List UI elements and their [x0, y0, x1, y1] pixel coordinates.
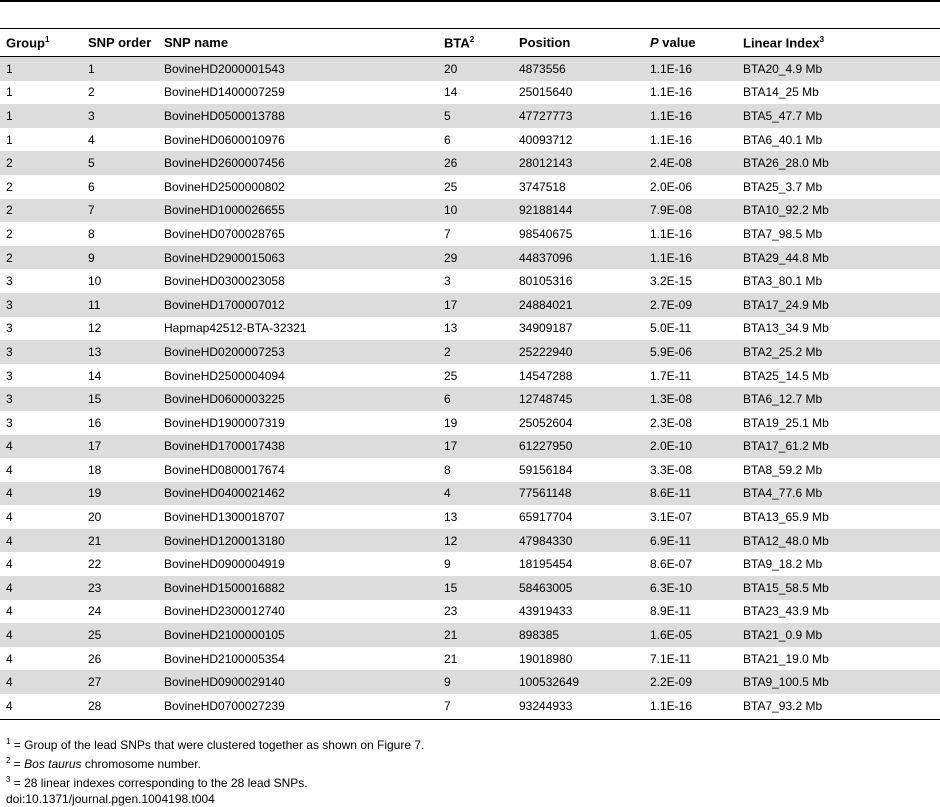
cell-linear-index: BTA17_61.2 Mb: [743, 439, 829, 454]
cell-bta: 29: [444, 250, 458, 265]
cell-group: 4: [6, 533, 13, 548]
cell-group: 3: [6, 344, 13, 359]
cell-snp-name: BovineHD2900015063: [164, 250, 285, 265]
footnote-2: $^2$ = Bos taurus chromosome number.: [6, 756, 201, 771]
cell-position: 14547288: [519, 368, 573, 383]
cell-snp-name: BovineHD0500013788: [164, 108, 285, 123]
cell-group: 1: [6, 108, 13, 123]
cell-linear-index: BTA9_100.5 Mb: [743, 675, 829, 690]
cell-group: 3: [6, 321, 13, 336]
cell-snp-name: BovineHD1400007259: [164, 85, 285, 100]
table-row: [0, 269, 940, 293]
footnote-1: $^1$ = Group of the lead SNPs that were clustered together as shown on Figure 7.: [6, 737, 425, 752]
cell-linear-index: BTA8_59.2 Mb: [743, 462, 823, 477]
table-row: [0, 128, 940, 152]
cell-group: 1: [6, 85, 13, 100]
cell-p-value: 1.1E-16: [650, 85, 693, 100]
cell-snp-name: BovineHD2100000105: [164, 628, 285, 643]
cell-bta: 9: [444, 557, 451, 572]
cell-p-value: 2.0E-06: [650, 179, 693, 194]
cell-group: 4: [6, 580, 13, 595]
cell-bta: 15: [444, 580, 458, 595]
cell-linear-index: BTA25_14.5 Mb: [743, 368, 829, 383]
cell-p-value: 6.3E-10: [650, 580, 693, 595]
cell-snp-name: BovineHD0400021462: [164, 486, 285, 501]
cell-position: 25015640: [519, 85, 573, 100]
table-row: [0, 482, 940, 506]
cell-bta: 5: [444, 108, 451, 123]
table-row: [0, 175, 940, 199]
col-header-linear-index: Linear Index$^3$: [737, 29, 940, 57]
col-header-bta: BTA$^2$: [438, 29, 513, 57]
cell-snp-name: BovineHD1000026655: [164, 203, 285, 218]
cell-linear-index: BTA3_80.1 Mb: [743, 274, 823, 289]
cell-bta: 3: [444, 274, 451, 289]
cell-p-value: 1.1E-16: [650, 698, 693, 713]
table-row: [0, 670, 940, 694]
cell-linear-index: BTA29_44.8 Mb: [743, 250, 829, 265]
cell-p-value: 1.1E-16: [650, 226, 693, 241]
cell-group: 3: [6, 392, 13, 407]
cell-snp-name: BovineHD2500000802: [164, 179, 285, 194]
cell-linear-index: BTA17_24.9 Mb: [743, 297, 829, 312]
cell-position: 43919433: [519, 604, 573, 619]
cell-p-value: 3.2E-15: [650, 274, 693, 289]
cell-snp-order: 27: [88, 675, 102, 690]
cell-linear-index: BTA7_98.5 Mb: [743, 226, 823, 241]
cell-bta: 25: [444, 179, 458, 194]
top-rule: [0, 0, 940, 2]
cell-position: 77561148: [519, 486, 572, 501]
cell-snp-name: BovineHD0900004919: [164, 557, 285, 572]
table-row: [0, 505, 940, 529]
cell-p-value: 1.6E-05: [650, 628, 693, 643]
cell-bta: 9: [444, 675, 451, 690]
cell-group: 4: [6, 698, 13, 713]
cell-p-value: 2.0E-10: [650, 439, 693, 454]
cell-position: 44837096: [519, 250, 573, 265]
table-row: [0, 104, 940, 128]
cell-snp-name: BovineHD0200007253: [164, 344, 285, 359]
cell-snp-order: 1: [88, 61, 95, 76]
cell-snp-name: BovineHD2500004094: [164, 368, 285, 383]
cell-p-value: 2.4E-08: [650, 156, 693, 171]
cell-snp-name: BovineHD1700017438: [164, 439, 285, 454]
cell-group: 4: [6, 651, 13, 666]
cell-position: 28012143: [519, 156, 573, 171]
cell-snp-order: 3: [88, 108, 95, 123]
table-row: [0, 293, 940, 317]
cell-snp-name: BovineHD0800017674: [164, 462, 285, 477]
cell-p-value: 5.9E-06: [650, 344, 693, 359]
cell-p-value: 2.7E-09: [650, 297, 693, 312]
cell-bta: 7: [444, 226, 451, 241]
cell-linear-index: BTA12_48.0 Mb: [743, 533, 829, 548]
cell-linear-index: BTA9_18.2 Mb: [743, 557, 823, 572]
cell-position: 3747518: [519, 179, 566, 194]
cell-bta: 6: [444, 132, 451, 147]
header-row: [0, 29, 940, 57]
table-row: [0, 623, 940, 647]
cell-p-value: 3.1E-07: [650, 510, 693, 525]
cell-p-value: 3.3E-08: [650, 462, 693, 477]
footnotes: [6, 734, 424, 807]
table-row: [0, 81, 940, 105]
cell-group: 3: [6, 274, 13, 289]
cell-snp-order: 16: [88, 415, 102, 430]
cell-snp-order: 13: [88, 344, 102, 359]
cell-position: 47727773: [519, 108, 573, 123]
cell-bta: 7: [444, 698, 451, 713]
cell-snp-order: 7: [88, 203, 95, 218]
cell-bta: 6: [444, 392, 451, 407]
table-row: [0, 317, 940, 341]
table-row: [0, 364, 940, 388]
cell-bta: 25: [444, 368, 458, 383]
cell-linear-index: BTA5_47.7 Mb: [743, 108, 823, 123]
cell-group: 4: [6, 628, 13, 643]
cell-p-value: 1.1E-16: [650, 61, 693, 76]
table-row: [0, 340, 940, 364]
cell-snp-order: 23: [88, 580, 102, 595]
cell-p-value: 8.9E-11: [650, 604, 692, 619]
table-row: [0, 151, 940, 175]
cell-snp-order: 2: [88, 85, 95, 100]
cell-linear-index: BTA2_25.2 Mb: [743, 344, 823, 359]
cell-linear-index: BTA10_92.2 Mb: [743, 203, 829, 218]
cell-position: 100532649: [519, 675, 580, 690]
cell-snp-order: 25: [88, 628, 102, 643]
cell-snp-order: 12: [88, 321, 102, 336]
cell-p-value: 7.1E-11: [650, 651, 692, 666]
cell-linear-index: BTA26_28.0 Mb: [743, 156, 829, 171]
cell-group: 4: [6, 675, 13, 690]
cell-p-value: 8.6E-07: [650, 557, 693, 572]
table-row: [0, 458, 940, 482]
cell-linear-index: BTA14_25 Mb: [743, 85, 819, 100]
cell-bta: 13: [444, 321, 458, 336]
cell-position: 58463005: [519, 580, 573, 595]
cell-p-value: 1.1E-16: [650, 108, 693, 123]
col-header-snp-name: SNP name: [158, 29, 438, 57]
cell-linear-index: BTA13_65.9 Mb: [743, 510, 829, 525]
cell-snp-order: 10: [88, 274, 102, 289]
cell-snp-name: Hapmap42512-BTA-32321: [164, 321, 307, 336]
table-body: [0, 57, 940, 720]
cell-group: 2: [6, 226, 13, 241]
cell-snp-order: 24: [88, 604, 102, 619]
cell-snp-order: 15: [88, 392, 102, 407]
cell-snp-name: BovineHD0600003225: [164, 392, 285, 407]
cell-snp-order: 9: [88, 250, 95, 265]
cell-position: 93244933: [519, 698, 573, 713]
table-row: [0, 246, 940, 270]
cell-position: 19018980: [519, 651, 573, 666]
cell-bta: 13: [444, 510, 458, 525]
col-header-snp-order: SNP order: [82, 29, 158, 57]
cell-p-value: 1.7E-11: [650, 368, 692, 383]
cell-position: 98540675: [519, 226, 573, 241]
cell-bta: 17: [444, 439, 458, 454]
cell-position: 24884021: [519, 297, 573, 312]
cell-snp-order: 4: [88, 132, 95, 147]
cell-snp-order: 20: [88, 510, 102, 525]
table-row: [0, 411, 940, 435]
cell-position: 25222940: [519, 344, 573, 359]
cell-position: 92188144: [519, 203, 573, 218]
cell-snp-name: BovineHD2000001543: [164, 61, 285, 76]
cell-group: 4: [6, 604, 13, 619]
cell-position: 12748745: [519, 392, 573, 407]
cell-linear-index: BTA19_25.1 Mb: [743, 415, 829, 430]
cell-p-value: 2.3E-08: [650, 415, 693, 430]
cell-snp-name: BovineHD0700028765: [164, 226, 285, 241]
cell-p-value: 2.2E-09: [650, 675, 693, 690]
cell-snp-order: 17: [88, 439, 102, 454]
cell-position: 47984330: [519, 533, 573, 548]
cell-group: 1: [6, 61, 13, 76]
cell-snp-name: BovineHD0700027239: [164, 698, 285, 713]
cell-group: 2: [6, 250, 13, 265]
cell-linear-index: BTA13_34.9 Mb: [743, 321, 829, 336]
cell-snp-order: 14: [88, 368, 102, 383]
cell-position: 898385: [519, 628, 560, 643]
cell-position: 59156184: [519, 462, 573, 477]
cell-group: 4: [6, 439, 13, 454]
cell-linear-index: BTA25_3.7 Mb: [743, 179, 823, 194]
cell-group: 4: [6, 557, 13, 572]
cell-position: 4873556: [519, 61, 566, 76]
doi: doi:10.1371/journal.pgen.1004198.t004: [6, 792, 215, 806]
cell-linear-index: BTA20_4.9 Mb: [743, 61, 823, 76]
cell-snp-name: BovineHD0600010976: [164, 132, 285, 147]
table-row: [0, 387, 940, 411]
table-row: [0, 694, 940, 719]
cell-position: 61227950: [519, 439, 573, 454]
cell-linear-index: BTA15_58.5 Mb: [743, 580, 829, 595]
snp-table: [0, 28, 940, 720]
cell-group: 2: [6, 179, 13, 194]
cell-bta: 2: [444, 344, 451, 359]
cell-group: 4: [6, 462, 13, 477]
cell-group: 3: [6, 415, 13, 430]
cell-position: 40093712: [519, 132, 573, 147]
cell-bta: 21: [444, 651, 458, 666]
cell-p-value: 8.6E-11: [650, 486, 692, 501]
cell-group: 2: [6, 203, 13, 218]
col-header-p-value: P value: [644, 29, 737, 57]
table-row: [0, 57, 940, 81]
table-row: [0, 222, 940, 246]
table-row: [0, 435, 940, 459]
cell-snp-name: BovineHD2300012740: [164, 604, 285, 619]
cell-linear-index: BTA7_93.2 Mb: [743, 698, 823, 713]
cell-p-value: 1.1E-16: [650, 250, 693, 265]
cell-snp-order: 19: [88, 486, 102, 501]
cell-snp-order: 5: [88, 156, 95, 171]
cell-p-value: 5.0E-11: [650, 321, 692, 336]
cell-position: 34909187: [519, 321, 573, 336]
col-header-position: Position: [513, 29, 644, 57]
cell-linear-index: BTA21_0.9 Mb: [743, 628, 823, 643]
cell-bta: 12: [444, 533, 458, 548]
cell-group: 3: [6, 368, 13, 383]
cell-group: 1: [6, 132, 13, 147]
cell-p-value: 6.9E-11: [650, 533, 692, 548]
cell-linear-index: BTA23_43.9 Mb: [743, 604, 829, 619]
cell-p-value: 1.1E-16: [650, 132, 693, 147]
cell-snp-name: BovineHD1300018707: [164, 510, 285, 525]
cell-snp-name: BovineHD1500016882: [164, 580, 285, 595]
cell-snp-order: 22: [88, 557, 102, 572]
table-row: [0, 529, 940, 553]
table-row: [0, 199, 940, 223]
cell-snp-name: BovineHD0900029140: [164, 675, 285, 690]
cell-p-value: 7.9E-08: [650, 203, 693, 218]
cell-bta: 19: [444, 415, 458, 430]
cell-snp-name: BovineHD1900007319: [164, 415, 285, 430]
cell-snp-name: BovineHD2600007456: [164, 156, 285, 171]
cell-snp-name: BovineHD2100005354: [164, 651, 285, 666]
cell-bta: 21: [444, 628, 458, 643]
cell-snp-order: 18: [88, 462, 102, 477]
cell-bta: 26: [444, 156, 458, 171]
cell-snp-order: 28: [88, 698, 102, 713]
cell-linear-index: BTA6_12.7 Mb: [743, 392, 823, 407]
cell-group: 3: [6, 297, 13, 312]
cell-snp-order: 8: [88, 226, 95, 241]
cell-snp-name: BovineHD1700007012: [164, 297, 285, 312]
cell-position: 80105316: [519, 274, 573, 289]
cell-bta: 8: [444, 462, 451, 477]
cell-bta: 10: [444, 203, 458, 218]
cell-group: 2: [6, 156, 13, 171]
cell-snp-name: BovineHD1200013180: [164, 533, 285, 548]
cell-position: 65917704: [519, 510, 573, 525]
table-row: [0, 552, 940, 576]
cell-linear-index: BTA6_40.1 Mb: [743, 132, 823, 147]
cell-bta: 23: [444, 604, 458, 619]
cell-snp-order: 21: [88, 533, 102, 548]
cell-snp-order: 11: [88, 297, 101, 312]
col-header-group: Group$^1$: [0, 29, 82, 57]
cell-bta: 14: [444, 85, 458, 100]
cell-group: 4: [6, 510, 13, 525]
table-row: [0, 600, 940, 624]
cell-linear-index: BTA21_19.0 Mb: [743, 651, 829, 666]
footnote-3: $^3$ = 28 linear indexes corresponding to the 28 lead SNPs.: [6, 775, 308, 790]
cell-group: 4: [6, 486, 13, 501]
cell-p-value: 1.3E-08: [650, 392, 693, 407]
cell-linear-index: BTA4_77.6 Mb: [743, 486, 823, 501]
table-row: [0, 647, 940, 671]
cell-position: 18195454: [519, 557, 573, 572]
cell-snp-order: 26: [88, 651, 102, 666]
cell-position: 25052604: [519, 415, 573, 430]
cell-bta: 20: [444, 61, 458, 76]
cell-snp-name: BovineHD0300023058: [164, 274, 285, 289]
cell-bta: 4: [444, 486, 451, 501]
table-row: [0, 576, 940, 600]
cell-snp-order: 6: [88, 179, 95, 194]
cell-bta: 17: [444, 297, 458, 312]
